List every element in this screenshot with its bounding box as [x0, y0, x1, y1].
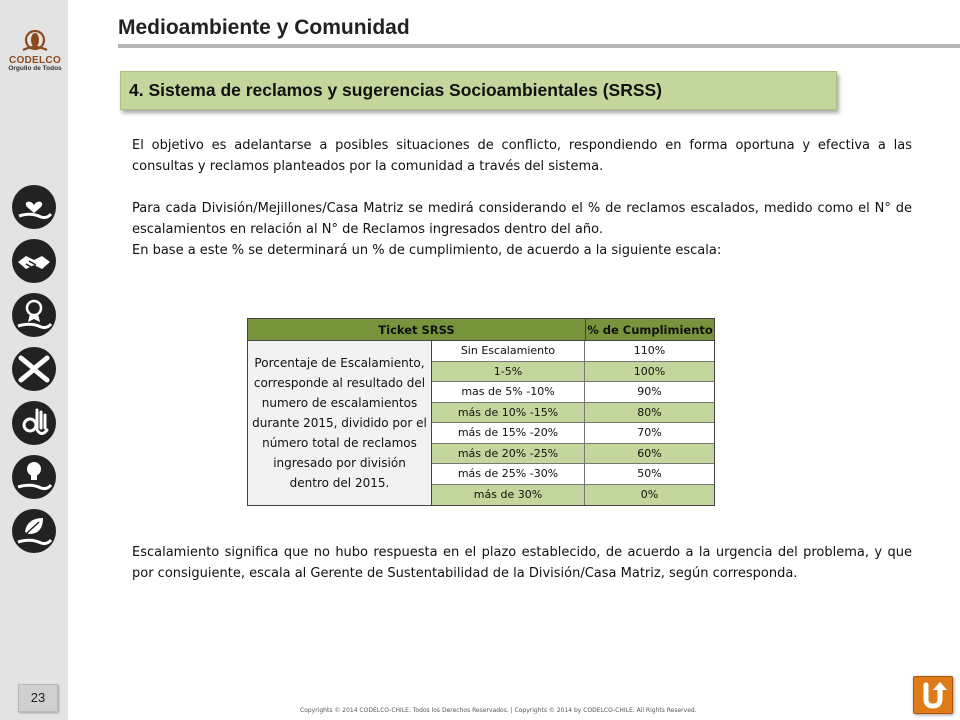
table-row-value: 50% — [585, 464, 714, 485]
table-row-value: 80% — [585, 403, 714, 424]
objective-paragraph: El objetivo es adelantarse a posibles situaciones de conflicto, respondiendo en forma oportuna y efectiva a las consultas y reclamos planteados por la comunidad a través del sistema. — [132, 138, 912, 174]
escalation-paragraph: Escalamiento significa que no hubo respuesta en el plazo establecido, de acuerdo a la urgencia del problema, y que por consiguiente, escala al Gerente de Sustentabilidad de la División/Casa Matriz, según corresponda. — [132, 545, 912, 581]
medal-hand-icon — [11, 292, 57, 338]
scale-intro-paragraph: En base a este % se determinará un % de cumplimiento, de acuerdo a la siguiente escala: — [132, 243, 722, 258]
table-header-compliance: % de Cumplimiento — [585, 319, 714, 341]
section-banner — [120, 71, 837, 110]
table-row-range: Sin Escalamiento — [432, 341, 585, 362]
unity-hands-icon — [11, 346, 57, 392]
footer-copyright: Copyrights © 2014 CODELCO-CHILE. Todos los Derechos Reservados. | Copyrights © 2014 by CODELCO-CHILE. All Rights Reserved. — [300, 707, 697, 714]
leaf-hand-icon — [11, 508, 57, 554]
table-row-value: 0% — [585, 485, 714, 506]
sidebar — [0, 0, 68, 720]
table-description-cell: Porcentaje de Escalamiento, corresponde al resultado del numero de escalamientos durante 2015, dividido por el número total de reclamos ingresado por división dentro del 2015. — [248, 341, 432, 505]
table-row-range: más de 10% -15% — [432, 403, 585, 424]
value-icons — [11, 184, 59, 562]
handshake-icon — [11, 238, 57, 284]
logo-tagline: Orgullo de Todos — [8, 65, 62, 72]
logo-brand: CODELCO — [8, 55, 62, 66]
table-row-range: más de 30% — [432, 485, 585, 506]
heart-hand-icon — [11, 184, 57, 230]
table-row-value: 110% — [585, 341, 714, 362]
table-row-value: 100% — [585, 362, 714, 383]
codelco-emblem-icon — [20, 30, 50, 54]
table-header-ticket: Ticket SRSS — [248, 319, 585, 341]
codelco-logo — [4, 30, 66, 72]
table-row-value: 90% — [585, 382, 714, 403]
page-title: Medioambiente y Comunidad — [118, 16, 410, 39]
title-divider — [118, 44, 960, 48]
back-arrow-icon — [914, 677, 952, 713]
lightbulb-hand-icon — [11, 454, 57, 500]
table-row-range: 1-5% — [432, 362, 585, 383]
srss-table — [247, 318, 715, 506]
table-row-range: más de 25% -30% — [432, 464, 585, 485]
section-title: 4. Sistema de reclamos y sugerencias Socioambientales (SRSS) — [129, 80, 663, 100]
back-button[interactable] — [913, 676, 953, 714]
page-number: 23 — [18, 684, 58, 712]
measurement-paragraph: Para cada División/Mejillones/Casa Matriz se medirá considerando el % de reclamos escalados, medido como el N° de escalamientos en relación al N° de Reclamos ingresados dentro del año. — [132, 201, 912, 237]
table-row-range: mas de 5% -10% — [432, 382, 585, 403]
table-row-range: más de 20% -25% — [432, 444, 585, 465]
table-row-value: 60% — [585, 444, 714, 465]
table-row-value: 70% — [585, 423, 714, 444]
table-row-range: más de 15% -20% — [432, 423, 585, 444]
ok-hand-icon — [11, 400, 57, 446]
